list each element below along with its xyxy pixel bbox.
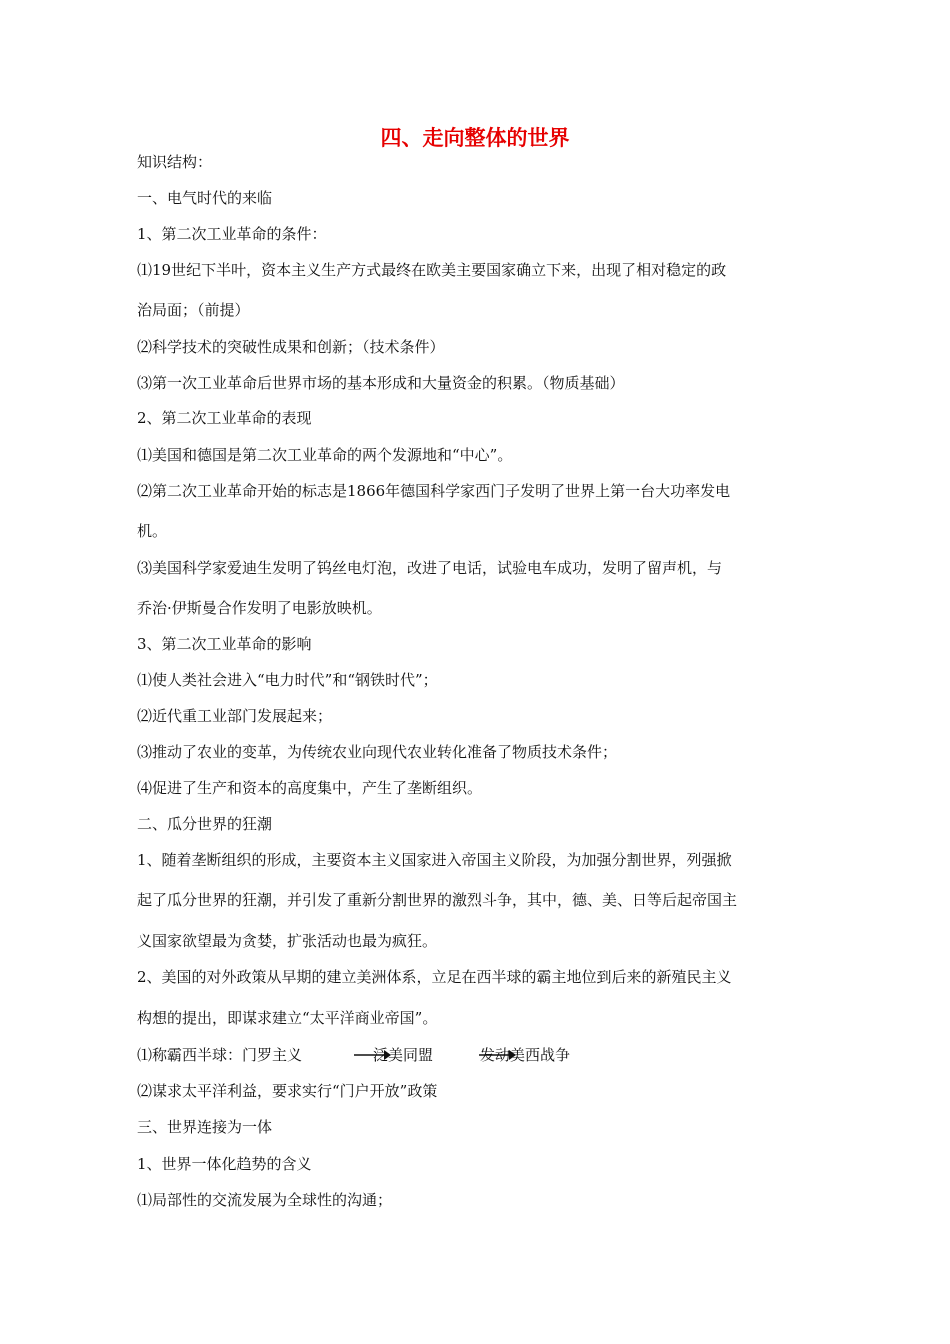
text-line: 机。 [137,522,168,540]
text-line: ⑴美国和德国是第二次工业革命的两个发源地和“中心”。 [137,446,513,464]
arrow-flow-row [137,1045,657,1067]
subsection-heading: 1、第二次工业革命的条件： [137,225,327,243]
document-title: 四、走向整体的世界 [380,126,570,150]
text-line: ⑴局部性的交流发展为全球性的沟通； [137,1191,393,1209]
text-line: 2、美国的对外政策从早期的建立美洲体系，立足在西半球的霸主地位到后来的新殖民主义 [137,968,732,986]
text-line: ⑶推动了农业的变革，为传统农业向现代农业转化准备了物质技术条件； [137,743,618,761]
section-heading: 一、电气时代的来临 [137,189,273,207]
text-line: 乔治·伊斯曼合作发明了电影放映机。 [137,599,382,617]
section-heading: 二、瓜分世界的狂潮 [137,815,273,833]
text-line: 1、随着垄断组织的形成，主要资本主义国家进入帝国主义阶段，为加强分割世界，列强掀 [137,851,732,869]
text-line: ⑴使人类社会进入“电力时代”和“钢铁时代”； [137,671,438,689]
text-line: 起了瓜分世界的狂潮，并引发了重新分割世界的激烈斗争，其中，德、美、日等后起帝国主 [137,891,738,909]
text-line: ⑴19世纪下半叶，资本主义生产方式最终在欧美主要国家确立下来，出现了相对稳定的政 [137,261,727,279]
flow-step-1: ⑴称霸西半球：门罗主义 [137,1046,303,1064]
text-line: ⑵谋求太平洋利益，要求实行“门户开放”政策 [137,1082,438,1100]
text-line: 构想的提出，即谋求建立“太平洋商业帝国”。 [137,1009,438,1027]
subsection-heading: 1、世界一体化趋势的含义 [137,1155,312,1173]
flow-step-3: 发动美西战争 [480,1046,571,1064]
section-heading: 三、世界连接为一体 [137,1118,273,1136]
flow-step-2: 泛美同盟 [373,1046,434,1064]
subsection-heading: 3、第二次工业革命的影响 [137,635,312,653]
text-line: ⑵近代重工业部门发展起来； [137,707,333,725]
subsection-heading: 2、第二次工业革命的表现 [137,409,312,427]
text-line: ⑵科学技术的突破性成果和创新；（技术条件） [137,338,445,356]
text-line: ⑶美国科学家爱迪生发明了钨丝电灯泡，改进了电话，试验电车成功，发明了留声机，与 [137,559,723,577]
text-line: ⑵第二次工业革命开始的标志是1866年德国科学家西门子发明了世界上第一台大功率发电 [137,482,731,500]
text-line: 义国家欲望最为贪婪，扩张活动也最为疯狂。 [137,932,438,950]
text-line: ⑶第一次工业革命后世界市场的基本形成和大量资金的积累。（物质基础） [137,374,625,392]
text-line: ⑷促进了生产和资本的高度集中，产生了垄断组织。 [137,779,483,797]
text-line: 知识结构： [137,153,213,171]
text-line: 治局面；（前提） [137,301,250,319]
